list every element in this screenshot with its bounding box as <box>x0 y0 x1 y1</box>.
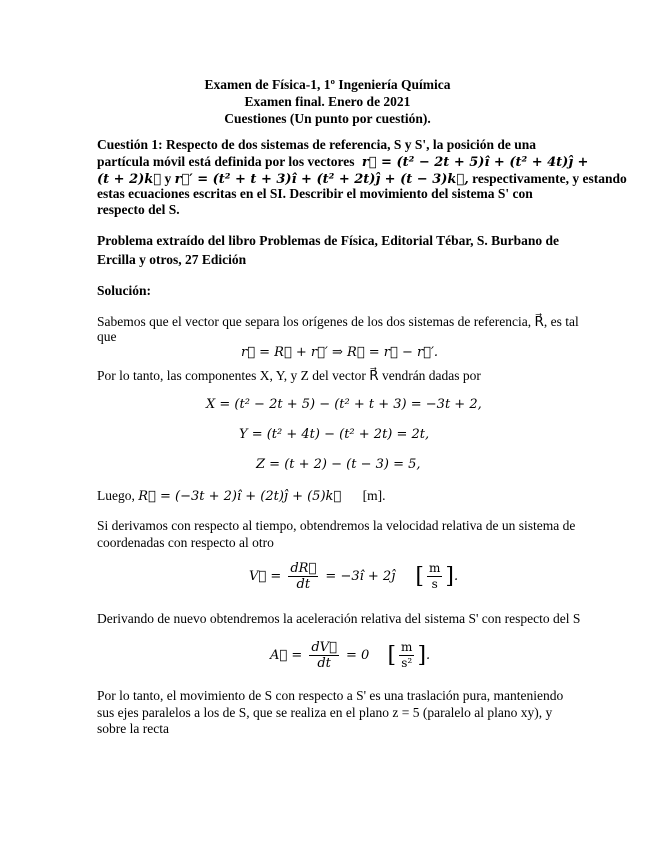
paragraph-5: sus ejes paralelos a los de S, que se realiza en el plano z = 5 (paralelo al plano xy), y <box>97 705 553 720</box>
paragraph-1: Sabemos que el vector que separa los orígenes de los dos sistemas de referencia, R⃗, es tal <box>97 314 579 329</box>
question-label: Cuestión 1: <box>97 137 163 152</box>
vector-r-equation: r⃗ = (t² − 2t + 5)î + (t² + 4t)ĵ + <box>361 155 589 170</box>
equation-velocity <box>249 561 458 592</box>
paragraph-4: Derivando de nuevo obtendremos la aceleración relativa del sistema S' con respecto del S <box>97 611 581 626</box>
solution-heading: Solución: <box>97 283 152 298</box>
period: . <box>453 569 459 584</box>
equation-r-relation: r⃗ = R⃗ + r⃗′ ⇒ R⃗ = r⃗ − r⃗′. <box>241 345 439 360</box>
paragraph-3: Si derivamos con respecto al tiempo, obtendremos la velocidad relativa de un sistema de <box>97 518 576 533</box>
question-text: Respecto de dos sistemas de referencia, S y S', la posición de una <box>166 137 537 152</box>
question-line-5: respecto del S. <box>97 202 180 217</box>
question-line-4: estas ecuaciones escritas en el SI. Describir el movimiento del sistema S' con <box>97 186 533 201</box>
acceleration-unit <box>399 640 414 671</box>
acceleration-lhs: A⃗ = <box>270 648 303 663</box>
question-line-2 <box>97 154 588 170</box>
velocity-lhs: V⃗ = <box>249 569 282 584</box>
equation-r-result <box>97 488 385 504</box>
acceleration-rhs: = 0 <box>346 648 370 663</box>
exam-title: Examen de Física-1, 1º Ingeniería Química <box>204 77 451 92</box>
velocity-fraction <box>288 561 318 592</box>
acceleration-fraction <box>309 640 339 671</box>
vector-R-expression: R⃗ = (−3t + 2)î + (2t)ĵ + (5)k⃗ <box>138 489 342 504</box>
source-line-2: Ercilla y otros, 27 Edición <box>97 252 247 267</box>
equation-y: Y = (t² + 4t) − (t² + 2t) = 2t, <box>239 427 430 442</box>
question-text: partícula móvil está definida por los vectores <box>97 154 355 169</box>
fraction-numerator: dV⃗ <box>311 640 337 655</box>
paragraph-2: Por lo tanto, las componentes X, Y, y Z del vector R⃗ vendrán dadas por <box>97 368 481 383</box>
velocity-rhs: = −3î + 2ĵ <box>325 569 396 584</box>
question-line-1 <box>97 137 536 153</box>
fraction-denominator: dt <box>296 577 311 592</box>
unit-bracket: ] <box>445 563 454 589</box>
unit-bracket: [ <box>387 642 397 668</box>
velocity-unit <box>427 561 442 592</box>
unit-denominator: s² <box>401 656 413 670</box>
question-line-3 <box>97 171 627 187</box>
paragraph-1: que <box>97 329 117 344</box>
unit-bracket: ] <box>417 642 427 668</box>
unit-numerator: m <box>401 640 413 654</box>
unit-meter: [m]. <box>362 488 386 503</box>
paragraph-3: coordenadas con respecto al otro <box>97 535 274 550</box>
equation-z: Z = (t + 2) − (t − 3) = 5, <box>256 457 421 472</box>
equation-acceleration <box>270 640 430 671</box>
unit-numerator: m <box>428 561 441 575</box>
vector-r-prime-equation: r⃗′ = (t² + t + 3)î + (t² + 2t)ĵ + (t − 3)k⃗, <box>174 172 469 187</box>
source-line-1: Problema extraído del libro Problemas de Física, Editorial Tébar, S. Burbano de <box>97 233 560 248</box>
paragraph-5: sobre la recta <box>97 721 169 736</box>
fraction-numerator: dR⃗ <box>290 561 317 576</box>
paragraph-5: Por lo tanto, el movimiento de S con respecto a S' es una traslación pura, manteniendo <box>97 688 564 703</box>
question-text: y <box>164 171 172 186</box>
vector-r-equation: (t + 2)k⃗ <box>97 172 162 187</box>
question-text: respectivamente, y estando <box>472 171 627 186</box>
period: . <box>426 648 431 663</box>
exam-subtitle: Examen final. Enero de 2021 <box>244 94 411 109</box>
luego-label: Luego, <box>97 488 135 503</box>
unit-denominator: s <box>431 577 438 591</box>
fraction-denominator: dt <box>317 656 331 671</box>
unit-bracket: [ <box>415 563 424 589</box>
equation-x: X = (t² − 2t + 5) − (t² + t + 3) = −3t + 2, <box>206 397 482 412</box>
exam-section: Cuestiones (Un punto por cuestión). <box>224 111 431 126</box>
